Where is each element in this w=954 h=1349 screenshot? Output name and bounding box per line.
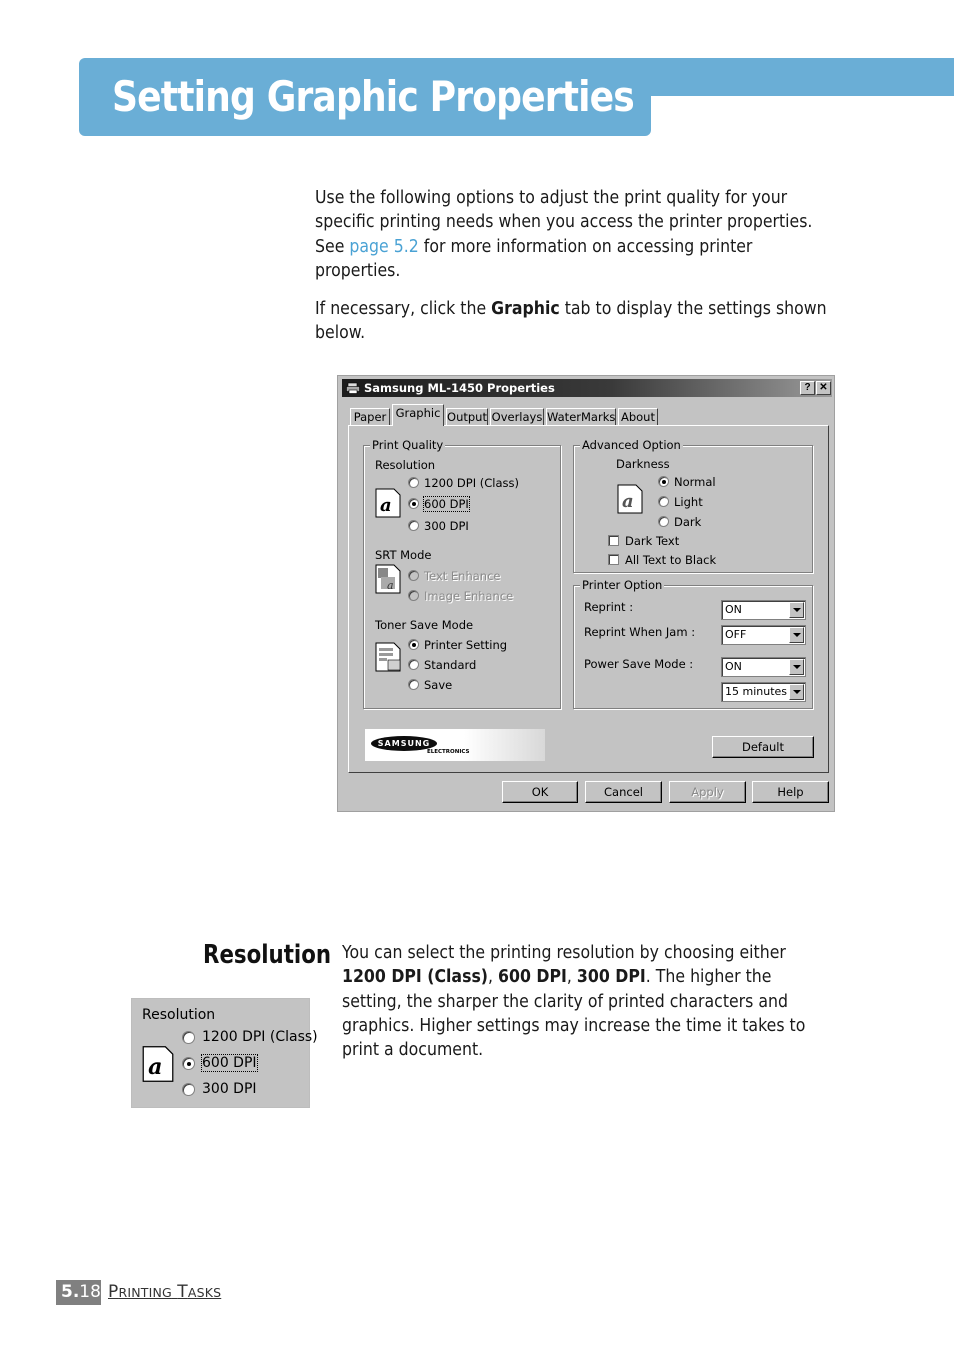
separator: , xyxy=(488,967,499,988)
note-paragraph xyxy=(315,297,875,346)
intro-text: See xyxy=(315,236,350,257)
properties-dialog xyxy=(337,375,835,812)
srt-images-icon xyxy=(375,564,401,594)
dialog-title: Samsung ML-1450 Properties xyxy=(364,381,555,395)
radio-standard[interactable] xyxy=(408,659,419,670)
toner-save-label: Toner Save Mode xyxy=(375,618,474,632)
help-title-button[interactable]: ? xyxy=(800,381,815,395)
bold-1200dpi: 1200 DPI (Class) xyxy=(342,967,489,988)
advanced-option-group xyxy=(573,438,813,573)
resolution-detail-panel xyxy=(131,998,318,1108)
radio-text-enhance[interactable] xyxy=(408,570,419,581)
printer-option-title: Printer Option xyxy=(582,578,663,592)
graphic-tab-panel xyxy=(348,425,829,773)
srt-mode-label: SRT Mode xyxy=(375,548,432,562)
svg-text:a: a xyxy=(387,579,394,592)
separator: , xyxy=(566,967,577,988)
detail-label-300dpi: 300 DPI xyxy=(202,1081,257,1097)
help-button[interactable]: Help xyxy=(752,781,829,803)
resolution-detail-inner xyxy=(138,1004,318,1103)
radio-printer-setting[interactable] xyxy=(408,639,419,650)
footer-title-cap: T xyxy=(177,1282,188,1302)
detail-label-600dpi: 600 DPI xyxy=(202,1055,257,1071)
resolution-detail-label: Resolution xyxy=(142,1007,216,1023)
footer-title-rest: ASKS xyxy=(187,1285,222,1300)
print-quality-group xyxy=(363,438,561,709)
note-text: tab to display the settings shown xyxy=(559,299,827,319)
detail-radio-1200dpi[interactable] xyxy=(182,1031,195,1044)
samsung-logo: SAMSUNG xyxy=(371,736,437,751)
toner-document-icon xyxy=(375,642,401,672)
resolution-label: Resolution xyxy=(375,458,436,472)
page-number-value: 18 xyxy=(79,1282,101,1302)
intro-paragraph xyxy=(315,186,875,283)
resolution-line: graphics. Higher settings may increase the time it takes to xyxy=(342,1015,806,1036)
intro-line: properties. xyxy=(315,260,401,281)
chapter-number: 5. xyxy=(61,1282,80,1302)
label-light: Light xyxy=(674,495,703,509)
detail-label-1200dpi: 1200 DPI (Class) xyxy=(202,1029,318,1045)
power-save-label: Power Save Mode : xyxy=(584,657,694,671)
chevron-down-icon[interactable] xyxy=(789,684,804,700)
page-title: Setting Graphic Properties xyxy=(112,72,634,121)
label-all-text-black: All Text to Black xyxy=(625,553,717,567)
label-image-enhance: Image Enhance xyxy=(424,589,514,603)
resolution-detail-icon xyxy=(142,1045,174,1083)
svg-text:a: a xyxy=(380,495,392,516)
apply-button[interactable]: Apply xyxy=(669,781,746,803)
reprint-jam-label: Reprint When Jam : xyxy=(584,625,696,639)
printer-icon xyxy=(346,382,360,394)
chevron-down-icon[interactable] xyxy=(789,602,804,618)
reprint-value: ON xyxy=(725,603,742,616)
tab-graphic[interactable]: Graphic xyxy=(392,404,444,426)
darkness-document-icon xyxy=(617,484,643,514)
resolution-text: . The higher the xyxy=(645,967,772,988)
tab-output[interactable]: Output xyxy=(447,410,487,424)
default-button[interactable]: Default xyxy=(712,736,814,758)
samsung-logo-area xyxy=(365,729,545,761)
title-banner-strip xyxy=(640,58,954,96)
radio-normal[interactable] xyxy=(658,476,669,487)
detail-radio-300dpi[interactable] xyxy=(182,1083,195,1096)
power-save-select[interactable] xyxy=(721,657,806,677)
radio-600dpi[interactable] xyxy=(408,498,419,509)
title-banner xyxy=(79,58,651,136)
svg-text:a: a xyxy=(148,1053,163,1080)
note-text: If necessary, click the xyxy=(315,299,492,319)
tab-paper[interactable]: Paper xyxy=(350,408,390,426)
label-printer-setting: Printer Setting xyxy=(424,638,508,652)
printer-option-group xyxy=(573,578,813,709)
resolution-line: You can select the printing resolution by choosing either xyxy=(342,943,786,963)
label-600dpi: 600 DPI xyxy=(424,497,469,511)
checkbox-dark-text[interactable] xyxy=(608,535,619,546)
tab-overlays[interactable]: Overlays xyxy=(491,410,543,424)
footer-chapter-title xyxy=(108,1281,221,1304)
resolution-line: setting, the sharper the clarity of printed characters and xyxy=(342,991,789,1012)
footer-title-rest: RINTING xyxy=(118,1285,172,1300)
power-save-time-select[interactable] xyxy=(721,682,806,702)
label-save: Save xyxy=(424,678,453,692)
label-text-enhance: Text Enhance xyxy=(424,569,501,583)
bold-600dpi: 600 DPI xyxy=(498,967,567,988)
label-dark: Dark xyxy=(674,515,702,529)
chevron-down-icon[interactable] xyxy=(789,659,804,675)
darkness-label: Darkness xyxy=(616,457,670,471)
reprint-select[interactable] xyxy=(721,600,806,620)
dialog-titlebar xyxy=(342,379,832,397)
radio-300dpi[interactable] xyxy=(408,520,419,531)
advanced-option-title: Advanced Option xyxy=(582,438,681,452)
label-normal: Normal xyxy=(674,475,716,489)
note-line: below. xyxy=(315,323,366,344)
ok-button[interactable]: OK xyxy=(502,781,578,803)
radio-save[interactable] xyxy=(408,679,419,690)
tab-about[interactable]: About xyxy=(618,408,658,426)
radio-light[interactable] xyxy=(658,496,669,507)
cancel-button[interactable]: Cancel xyxy=(585,781,662,803)
label-standard: Standard xyxy=(424,658,477,672)
intro-line: specific printing needs when you access the printer properties. xyxy=(315,212,813,233)
footer-title-cap: P xyxy=(108,1282,119,1302)
label-1200dpi: 1200 DPI (Class) xyxy=(424,476,519,490)
power-save-value: ON xyxy=(725,660,742,673)
checkbox-all-text-black[interactable] xyxy=(608,554,619,565)
bold-300dpi: 300 DPI xyxy=(576,967,646,988)
radio-1200dpi[interactable] xyxy=(408,477,419,488)
radio-image-enhance[interactable] xyxy=(408,590,419,601)
resolution-paragraph xyxy=(342,941,882,1062)
print-quality-title: Print Quality xyxy=(372,438,444,452)
resolution-heading: Resolution xyxy=(203,940,332,970)
detail-radio-600dpi[interactable] xyxy=(182,1057,195,1070)
chevron-down-icon[interactable] xyxy=(789,627,804,643)
reprint-jam-value: OFF xyxy=(725,628,747,641)
note-bold: Graphic xyxy=(491,299,560,319)
svg-text:a: a xyxy=(622,491,634,512)
label-dark-text: Dark Text xyxy=(625,534,680,548)
reprint-jam-select[interactable] xyxy=(721,625,806,645)
intro-text: for more information on accessing printer xyxy=(418,236,753,257)
tab-watermarks[interactable]: WaterMarks xyxy=(547,410,616,424)
samsung-logo-sub: ELECTRONICS xyxy=(427,749,470,755)
page-link[interactable]: page 5.2 xyxy=(349,236,419,257)
intro-line: Use the following options to adjust the print quality for your xyxy=(315,188,788,208)
power-save-time-value: 15 minutes xyxy=(725,685,788,698)
close-title-button[interactable]: ✕ xyxy=(816,381,831,395)
resolution-line: print a document. xyxy=(342,1040,484,1061)
label-300dpi: 300 DPI xyxy=(424,519,469,533)
reprint-label: Reprint : xyxy=(584,600,634,614)
radio-dark[interactable] xyxy=(658,516,669,527)
resolution-document-icon xyxy=(375,488,401,518)
page-number xyxy=(56,1280,101,1305)
